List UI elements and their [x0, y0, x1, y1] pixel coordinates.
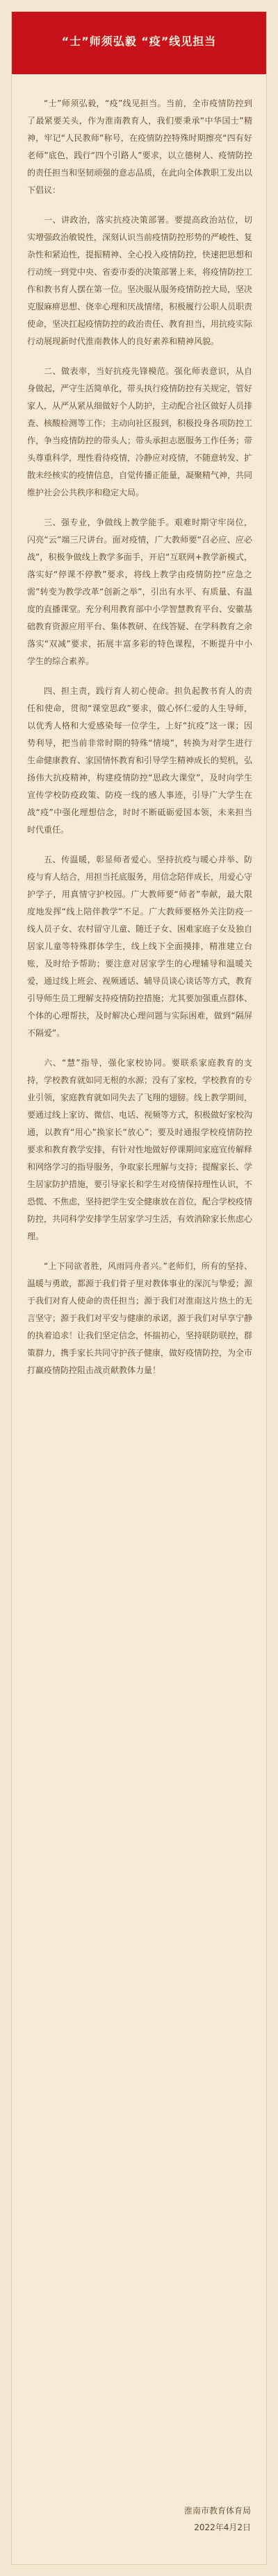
- article-body: [27, 95, 252, 1392]
- section-title: 六、“慧”指导，强化家校协同。: [44, 1058, 172, 1068]
- article-page: [11, 11, 267, 2565]
- section-title: 二、做表率，当好抗疫先锋模范。: [44, 366, 174, 376]
- section-body: 要联系家庭教育的支持，学校教育就如同无根的水源；没有了家校，学校教育的专业引领，家庭教育就如同失去了飞翔的翅膀。线上教学期间，要通过线上家访、微信、电话、视频等方式，积极做好家校沟通，以教育“用心”换家长“放心”；要及时通报学校疫情防控要求和教育教学安排，有针对性地做好停课期间家庭宣传解释和网络学习的指导服务，争取家长理解与支持；提醒家长、学生居家防护措施，要引导家长和学生对疫情保持理性认识，不恐慌、不焦虑，坚持把学生安全健康放在首位，配合学校疫情防控，共同科学安排学生居家学习生活，有效消除家长焦虑心理。: [27, 1058, 253, 1241]
- closing-paragraph: “上下同欲者胜，风雨同舟者兴。”老师们，所有的坚持、温暖与勇敢，都源于我们骨子里对教体事业的深沉与挚爱；源于我们对育人使命的责任担当；源于我们对淮南这片热土的无言坚守；源于我们对平安与健康的承诺，源于我们对早享宁静的执着追求！让我们坚定信念，怀揣初心，坚持联防联控，群策群力，携手家长共同守护孩子健康，做好疫情防控，为全市打赢疫情防控阻击战贡献教体力量！: [27, 1261, 253, 1375]
- section-5: [27, 851, 252, 1042]
- intro-paragraph: “士”师须弘毅，“疫”线见担当。当前，全市疫情防控到了最紧要关头，作为淮南教育人，我们要秉承“中华国士”精神，牢记“人民教师”称号，在疫情防控特殊时期擦亮“四有好老师”底色，践行“四个引路人”要求，以立德树人、疫情防控的责任担当和坚韧顽强的意志品质，在此向全体教职工发出以下倡议：: [27, 99, 253, 195]
- section-body: 坚持抗疫与暖心并举、防疫与育人结合，用担当托底服务，用信念陪伴成长，用爱心守护学子，用真情守护校园。广大教师要“师者”奉献，最大限度地发挥“线上陪伴教学”不足。广大教师要格外关注防疫一线人员子女、农村留守儿童、随迁子女、困难家庭子女及独自居家儿童等特殊群体学生，线上线下全面摸排，精准建立台账，及时给予帮助；要注意对居家学生的心理辅导和温暖关爱，通过线上班会、视频通话、辅导员谈心谈话等方式，教育引导师生员工理解支持疫情防控措施；尤其要加强重点群体、个体的心理帮扶，及时解决心理问题与实际困难，做到“隔屏不隔爱”。: [27, 855, 253, 1038]
- section-title: 四、担主责，践行育人初心使命。: [44, 686, 174, 696]
- section-1: [27, 212, 252, 350]
- section-body: 艰难时期守牢岗位，闪亮“云”端三尺讲台。面对疫情，广大教师要“召必应、应必战”，积极争做线上教学多面手，开启“互联网+教学新模式，落实好“停课不停教”要求，将线上教学由疫情防控“应急之需”转变为教学改革“创新之举”，引出有水平、有质量、有温度的直播课堂。充分利用教育部中小学智慧教育平台、安徽基础教育资源应用平台、集体教研、在线答疑、在学科教育之余落实“双减”要求，拓展丰富多彩的特色课程，不断提升中小学生的综合素养。: [27, 518, 253, 666]
- section-body: 要提高政治站位，切实增强政治敏锐性，深刻认识当前疫情防控形势的严峻性、复杂性和紧迫性，提振精神、全心投入疫情防控，快速把思想和行动统一到党中央、省委市委的决策部署上来，将疫情防控工作和教书育人摆在第一位。坚决服从服务疫情防控大局，坚决克服麻痹思想、侥幸心理和厌战情绪，积极履行公职人员职责使命，坚决扛起疫情防控的政治责任、教育担当，用抗疫实际行动展现新时代淮南教体人的良好素养和精神风貌。: [27, 215, 253, 346]
- section-body: 担负起教书育人的责任和使命，贯彻“课堂思政”要求，做心怀仁爱的人生导师，以优秀人格和大爱感染每一位学生，上好“抗疫”这一课；因势利导，把当前非常时期的特殊“情境”，转换为对学生进行生命健康教育、家国情怀教育和引导学生精神成长的契机，弘扬伟大抗疫精神，构建疫情防控“思政大课堂”，及时向学生宣传学校防疫政策、防疫一线的感人事迹，引导广大学生在战“疫”中强化理想信念，时时不断砥砺爱国本领，未来担当时代重任。: [27, 686, 253, 835]
- title-banner: [12, 12, 266, 74]
- section-title: 五、传温暖，彰显师者爱心。: [44, 855, 157, 864]
- page-title: “士”师须弘毅 “疫”线见担当: [61, 35, 217, 48]
- section-body: 强化师表意识，从自身做起，严守生活简单化，带头执行疫情防控有关规定，管好家人，从严从紧从细做好个人防护，主动配合社区做好人员排查、核酸检测等工作；主动向社区报到，积极投身各项防控工作，争当疫情防控的带头人；带头承担志愿服务工作任务；带头尊重科学，理性看待疫情，冷静应对疫情，不随意转发、扩散未经核实的疫情信息，自觉传播正能量，凝聚精气神，共同维护社会公共秩序和稳定大局。: [27, 366, 253, 497]
- section-title: 三、强专业，争做线上教学能手。: [44, 518, 174, 527]
- section-3: [27, 514, 252, 670]
- section-6: [27, 1055, 252, 1245]
- signature-block: [184, 2502, 251, 2536]
- section-title: 一、讲政治，落实抗疫决策部署。: [44, 215, 174, 225]
- section-2: [27, 363, 252, 502]
- issuing-organization: 淮南市教育体育局: [183, 2506, 251, 2516]
- issue-date: 2022年4月2日: [194, 2523, 251, 2532]
- section-4: [27, 683, 252, 839]
